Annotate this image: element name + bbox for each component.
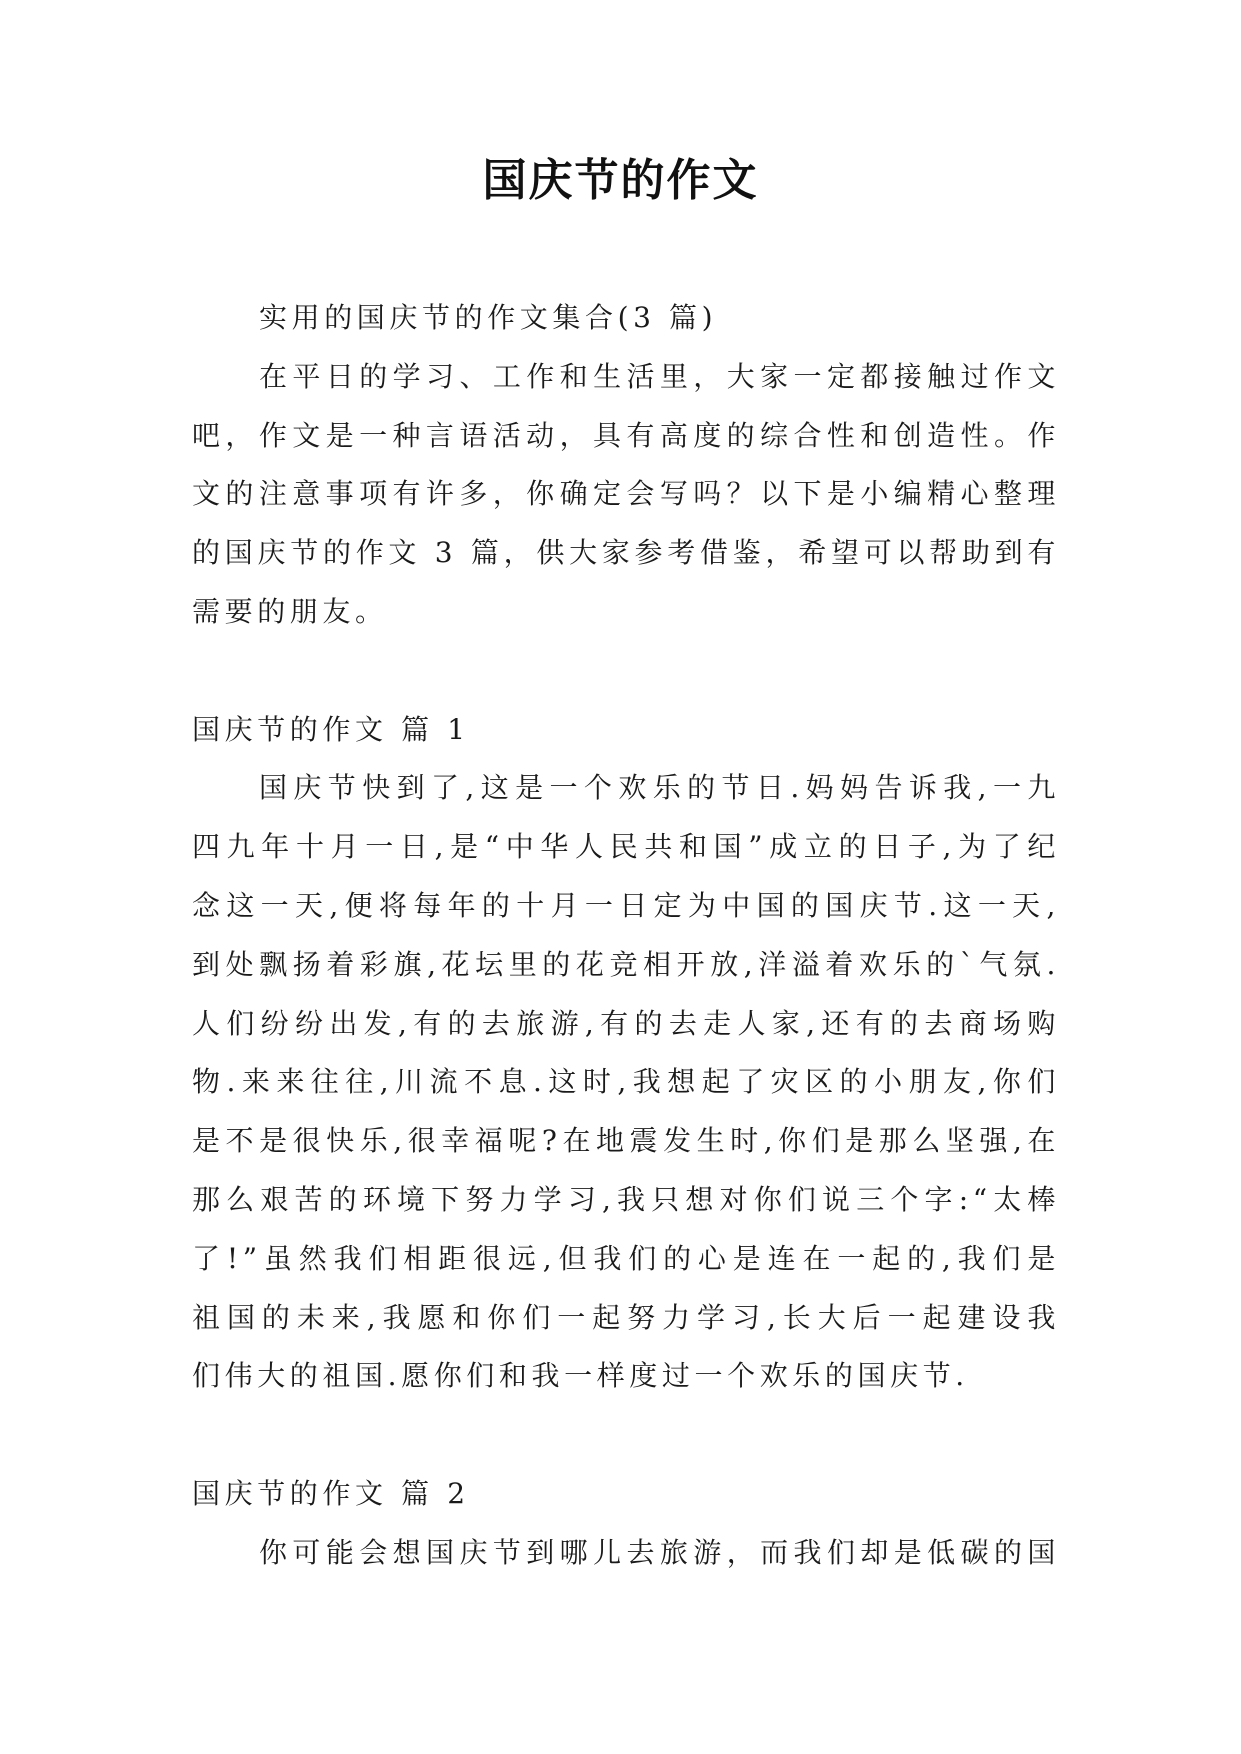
paragraph-line: 四九年十月一日,是“中华人民共和国”成立的日子,为了纪 [192, 830, 1060, 864]
paragraph-line: 是不是很快乐,很幸福呢?在地震发生时,你们是那么坚强,在 [192, 1124, 1060, 1158]
paragraph-line: 祖国的未来,我愿和你们一起努力学习,长大后一起建设我 [192, 1300, 1060, 1334]
paragraph-line: 人们纷纷出发,有的去旅游,有的去走人家,还有的去商场购 [192, 1006, 1060, 1040]
section-1 [192, 701, 1060, 1407]
paragraph-line: 文的注意事项有许多，你确定会写吗？以下是小编精心整理 [192, 477, 1060, 511]
paragraph-line: 到处飘扬着彩旗,花坛里的花竞相开放,洋溢着欢乐的`气氛. [192, 947, 1060, 981]
section-heading: 国庆节的作文 篇 1 [192, 712, 470, 746]
document-body [192, 289, 1060, 1583]
section-heading: 国庆节的作文 篇 2 [192, 1476, 470, 1510]
paragraph-line: 的国庆节的作文 3 篇，供大家参考借鉴，希望可以帮助到有 [192, 536, 1060, 570]
paragraph-line: 在平日的学习、工作和生活里，大家一定都接触过作文 [259, 359, 1060, 393]
paragraph-line: 了!”虽然我们相距很远,但我们的心是连在一起的,我们是 [192, 1241, 1060, 1275]
document-title: 国庆节的作文 [482, 155, 759, 206]
paragraph-line: 物.来来往往,川流不息.这时,我想起了灾区的小朋友,你们 [192, 1065, 1060, 1099]
section-paragraph [192, 1524, 1060, 1583]
section-2 [192, 1465, 1060, 1583]
paragraph-line: 国庆节快到了,这是一个欢乐的节日.妈妈告诉我,一九 [259, 771, 1060, 805]
paragraph-line: 那么艰苦的环境下努力学习,我只想对你们说三个字:“太棒 [192, 1182, 1060, 1216]
paragraph-line: 需要的朋友。 [192, 594, 388, 628]
paragraph-line: 们伟大的祖国.愿你们和我一样度过一个欢乐的国庆节. [192, 1359, 969, 1393]
paragraph-line: 念这一天,便将每年的十月一日定为中国的国庆节.这一天, [192, 888, 1060, 922]
intro-paragraph [192, 348, 1060, 642]
section-paragraph [192, 759, 1060, 1406]
document-subtitle: 实用的国庆节的作文集合(3 篇) [259, 301, 718, 334]
paragraph-line: 你可能会想国庆节到哪儿去旅游，而我们却是低碳的国 [259, 1535, 1060, 1569]
paragraph-line: 吧，作文是一种言语活动，具有高度的综合性和创造性。作 [192, 418, 1060, 452]
